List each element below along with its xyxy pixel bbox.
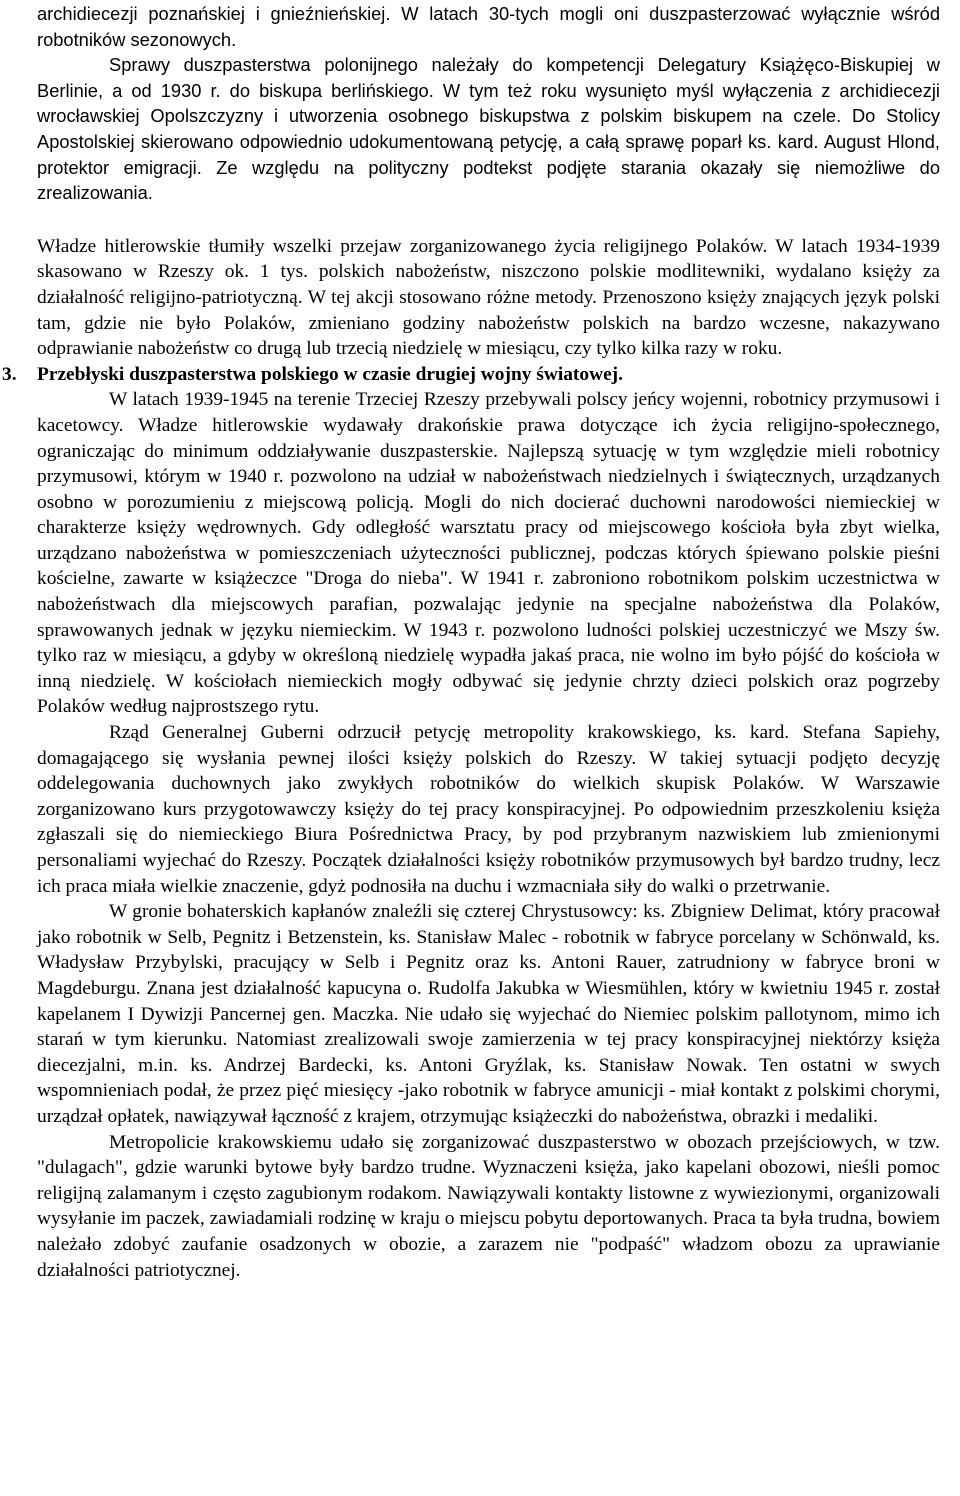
paragraph-chrystusowcy: W gronie bohaterskich kapłanów znaleźli się czterej Chrystusowcy: ks. Zbigniew Delimat, który pracował jako robotnik w Selb, Pegnitz i Betzenstein, ks. Stanisław Malec - robotnik w fabryce porcelany w Schönwald, ks. Władysław Przybylski, pracujący w Selb i Pegnitz oraz ks. Antoni Rauer, zatrudniony w fabryce broni w Magdeburgu. Znana jest działalność kapucyna o. Rudolfa Jakubka w Wiesmühlen, który w kwietniu 1945 r. został kapelanem I Dywizji Pancernej gen. Maczka. Nie udało się wyjechać do Niemiec polskim pallotynom, mimo ich starań w tym kierunku. Natomiast zrealizowali swoje zamierzenia w tej pracy konspiracyjnej niektórzy księża diecezjalni, m.in. ks. Andrzej Bardecki, ks. Antoni Gryźlak, ks. Stanisław Nowak. Ten ostatni w swych wspomnieniach podał, że przez pięć miesięcy -jako robotnik w fabryce amunicji - miał kontakt z polskimi chorymi, urządzał opłatek, nawiązywał łączność z krajem, otrzymując książeczki do nabożeństwa, obrazki i medaliki. [37,901,940,1127]
paragraph-spacer [37,206,940,234]
paragraph-jency: W latach 1939-1945 na terenie Trzeciej Rzeszy przebywali polscy jeńcy wojenni, robotnicy przymusowi i kacetowcy. Władze hitlerowskie wydawały drakońskie prawa dotyczące ich życia religijno-społecznego, ograniczając do minimum oddziaływanie duszpasterskie. Najlepszą sytuację w tym względzie mieli robotnicy przymusowi, którym w 1940 r. pozwolono na udział w nabożeństwach niedzielnych i świątecznych, urządzanych osobno w porozumieniu z miejscową policją. Mogli do nich docierać duchowni narodowości niemieckiej w charakterze księży wędrownych. Gdy odległość warsztatu pracy od miejscowego kościoła była zbyt wielka, urządzano nabożeństwa w pomieszczeniach użyteczności publicznej, podczas których śpiewano polskie pieśni kościelne, zawarte w książeczce "Droga do nieba". W 1941 r. zabroniono robotnikom polskim uczestnictwa w nabożeństwach dla miejscowych parafian, pozwalając jedynie na specjalne nabożeństwa dla Polaków, sprawowanych jednak w języku niemieckim. W 1943 r. pozwolono ludności polskiej uczestniczyć we Mszy św. tylko raz w miesiącu, a gdyby w określoną niedzielę wypadła jakaś praca, nie wolno im było pójść do kościoła w inną niedzielę. W kościołach niemieckich mogły odbywać się jedynie chrzty dzieci polskich oraz pogrzeby Polaków według najprostszego rytu. [37,389,940,718]
paragraph-dulagi: Metropolicie krakowskiemu udało się zorganizować duszpasterstwo w obozach przejściowych, w tzw. "dulagach", gdzie warunki bytowe były bardzo trudne. Wyznaczeni księża, jako kapelani obozowi, nieśli pomoc religijną zalamanym i często zagubionym rodakom. Nawiązywali kontakty listowne z wywiezionymi, organizowali wysyłanie im paczek, zawiadamiali rodzinę w kraju o miejscu pobytu deportowanych. Praca ta była trudna, bowiem należało zdobyć zaufanie osadzonych w obozie, a zarazem nie "podpaść" władzom obozu za uprawianie działalności patriotycznej. [37,1131,940,1281]
paragraph-hitlerowskie: Władze hitlerowskie tłumiły wszelki przejaw zorganizowanego życia religijnego Polaków. W latach 1934-1939 skasowano w Rzeszy ok. 1 tys. polskich nabożeństw, niszczono polskie modlitewniki, wydalano księży za działalność religijno-patriotyczną. W tej akcji stosowano różne metody. Przenoszono księży znających język polski tam, gdzie nie było Polaków, zmieniano godziny nabożeństw polskich na bardzo wczesne, nakazywano odprawianie nabożeństw co drugą lub trzecią niedzielę w miesiącu, czy tylko kilka razy w roku. [37,235,940,360]
section-number: 3. [2,363,17,385]
section-heading [2,362,940,388]
paragraph-continuation: archidiecezji poznańskiej i gnieźnieńskiej. W latach 30-tych mogli oni duszpasterzować wyłącznie wśród robotników sezonowych. [37,3,940,50]
paragraph-delegatura: Sprawy duszpasterstwa polonijnego należały do kompetencji Delegatury Książęco-Biskupiej w Berlinie, a od 1930 r. do biskupa berlińskiego. W tym też roku wysunięto myśl wyłączenia z archidiecezji wrocławskiej Opolszczyzny i utworzenia osobnego biskupstwa z polskim biskupem na czele. Do Stolicy Apostolskiej skierowano odpowiednio udokumentowaną petycję, a całą sprawę poparł ks. kard. August Hlond, protektor emigracji. Ze względu na polityczny podtekst podjęte starania okazały się niemożliwe do zrealizowania. [37,54,940,204]
section-title: Przebłyski duszpasterstwa polskiego w czasie drugiej wojny światowej. [37,363,623,385]
paragraph-rzad-gg: Rząd Generalnej Guberni odrzucił petycję metropolity krakowskiego, ks. kard. Stefana Sapiehy, domagającego się wysłania pewnej ilości księży polskich do Rzeszy. W takiej sytuacji podjęto decyzję oddelegowania duchownych jako zwykłych robotników do wielkich skupisk Polaków. W Warszawie zorganizowano kurs przygotowawczy księży do tej pracy konspiracyjnej. Po odpowiednim przeszkoleniu księża zgłaszali się do niemieckiego Biura Pośrednictwa Pracy, by pod przybranym nazwiskiem lub zmienionymi personaliami wyjechać do Rzeszy. Początek działalności księży robotników przymusowych był bardzo trudny, lecz ich praca miała wielkie znaczenie, gdyż podnosiła na duchu i wzmacniała siły do walki o przetrwanie. [37,722,940,897]
